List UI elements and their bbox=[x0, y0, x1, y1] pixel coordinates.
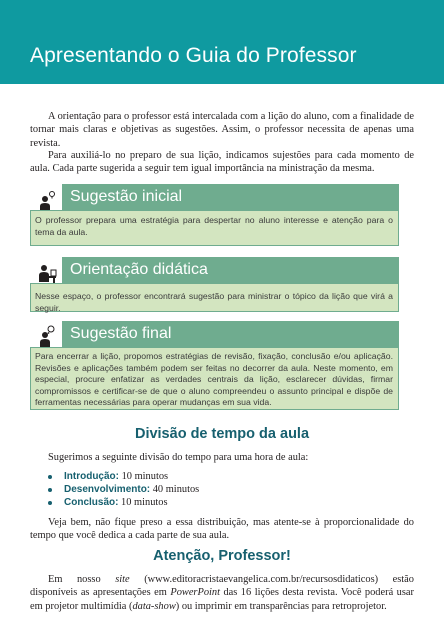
section-title-sugestao-final: Sugestão final bbox=[62, 321, 399, 347]
bullet-icon bbox=[48, 501, 52, 505]
list-item: Desenvolvimento: 40 minutos bbox=[48, 483, 199, 496]
time-division-list bbox=[48, 470, 199, 509]
section-box-sugestao-final: Para encerrar a lição, propomos estratégias de revisão, fixação, conclusão e/ou aplicação. Revisões e aplicações também podem ser feitas no decorrer da aula. Neste momento, em especial, procure enfatizar as verdades centrais da lição, esclarecer dúvidas, firmar compromissos e certificar-se de que o aluno compreendeu o assunto principal e dispõe de ferramentas necessárias para operar mudanças em sua vida. bbox=[30, 347, 399, 410]
intro-paragraph-1: A orientação para o professor está intercalada com a lição do aluno, com a finalidade de tornar mais claras e objetivas as sugestões. Assim, o professor necessita de apenas uma revista. bbox=[30, 111, 414, 149]
attention-paragraph: Em nosso site (www.editoracristaevangelica.com.br/recursosdidaticos) estão disponíveis as apresentações em PowerPoint das 16 lições desta revista. Você poderá usar em projetor multimídia (data-show) ou imprimir em transparências para retroprojetor. bbox=[30, 574, 414, 612]
section-box-sugestao-inicial: O professor prepara uma estratégia para despertar no aluno interesse e atenção para o tema da aula. bbox=[30, 210, 399, 246]
time-division-intro: Sugerimos a seguinte divisão do tempo para uma hora de aula: bbox=[48, 452, 309, 463]
bullet-icon bbox=[48, 488, 52, 492]
bullet-icon bbox=[48, 475, 52, 479]
person-thinking-icon bbox=[37, 325, 57, 347]
section-title-orientacao-didatica: Orientação didática bbox=[62, 257, 399, 283]
section-box-orientacao-didatica: Nesse espaço, o professor encontrará sugestão para ministrar o tópico da lição que virá a seguir. bbox=[30, 283, 399, 312]
section-title-sugestao-inicial: Sugestão inicial bbox=[62, 184, 399, 210]
teacher-at-desk-icon bbox=[37, 262, 57, 284]
person-idea-icon bbox=[37, 190, 57, 212]
list-item: Introdução: 10 minutos bbox=[48, 470, 199, 483]
time-division-note: Veja bem, não fique preso a essa distribuição, mas atente-se à proporcionalidade do tempo que você dedica a cada parte de sua aula. bbox=[30, 517, 414, 542]
page-title: Apresentando o Guia do Professor bbox=[30, 44, 357, 67]
intro-paragraph-2: Para auxiliá-lo no preparo de sua lição, indicamos sujestões para cada momento de aula. Cada parte sugerida a seguir tem igual importância na ministração da mesma. bbox=[30, 150, 414, 175]
time-division-heading: Divisão de tempo da aula bbox=[134, 426, 310, 442]
page-header bbox=[0, 0, 444, 84]
list-item: Conclusão: 10 minutos bbox=[48, 496, 199, 509]
attention-heading: Atenção, Professor! bbox=[153, 548, 291, 564]
